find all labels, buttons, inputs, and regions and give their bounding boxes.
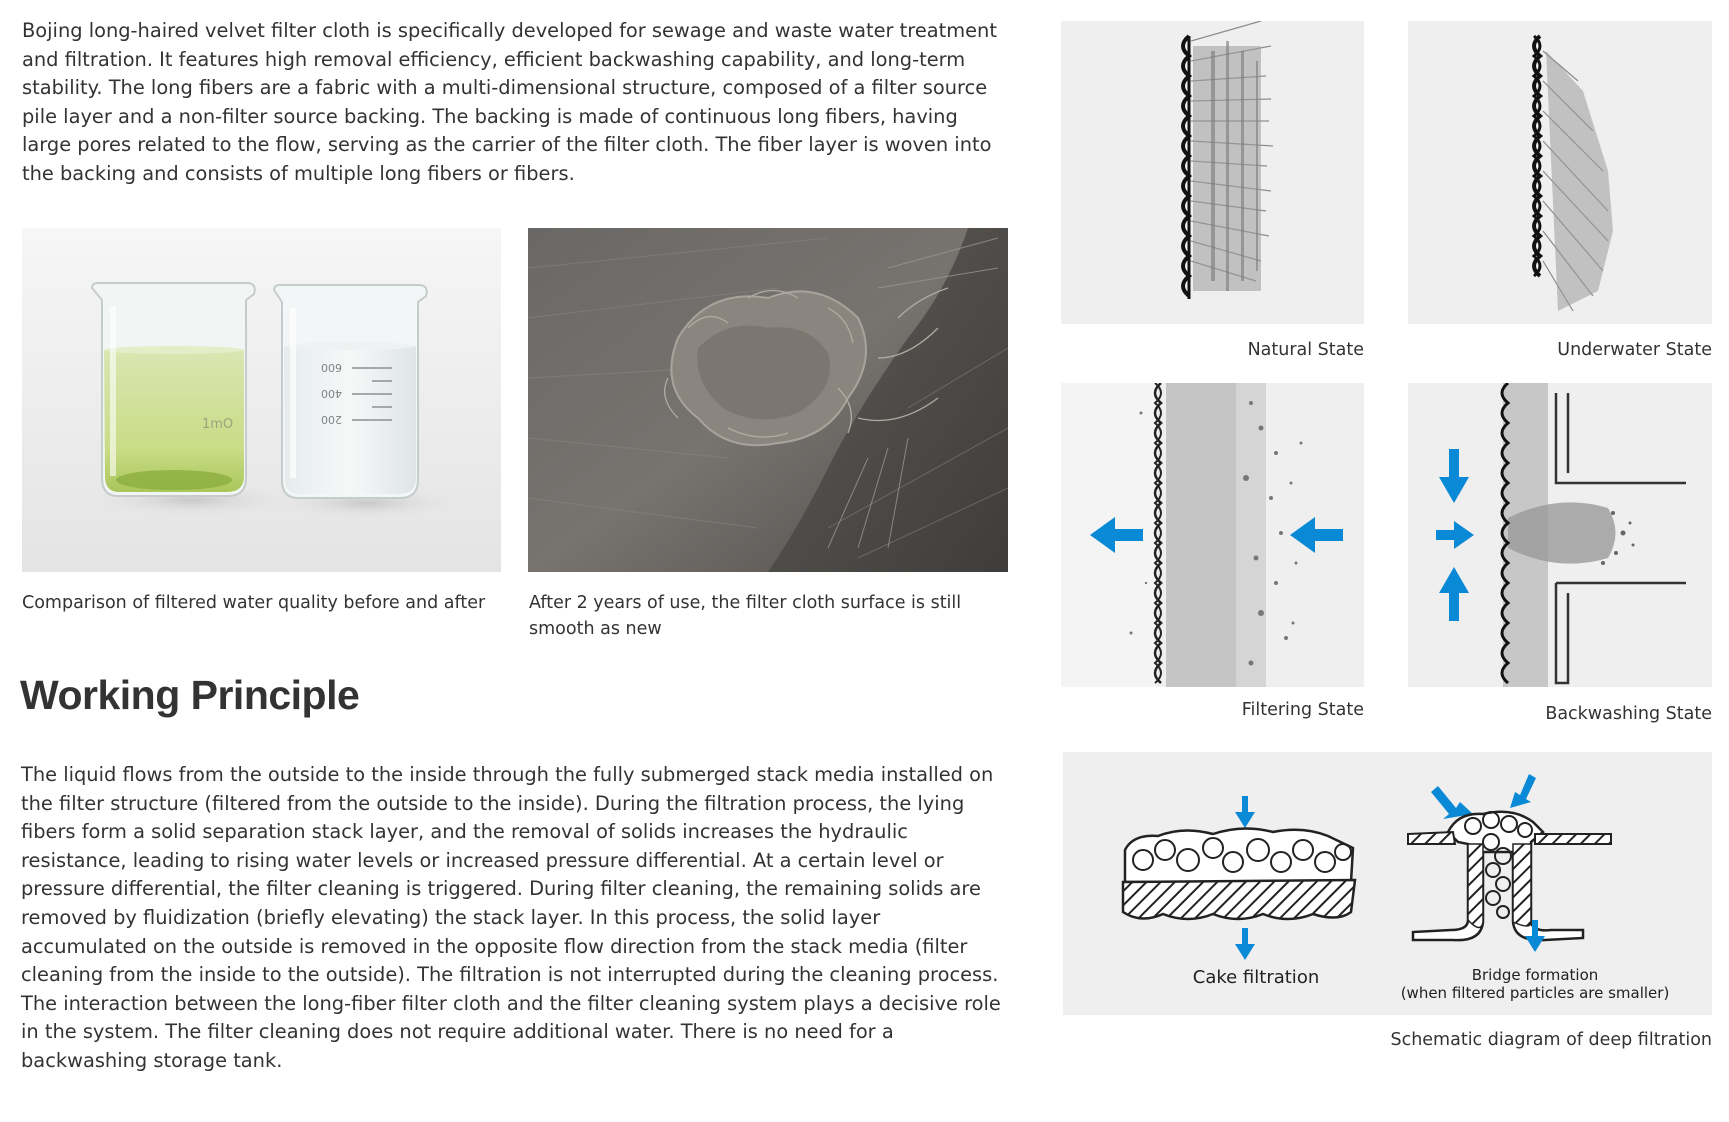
natural-state-label: Natural State — [1247, 340, 1364, 360]
deep-filtration-caption: Schematic diagram of deep filtration — [1390, 1030, 1712, 1050]
working-principle-heading: Working Principle — [20, 672, 360, 718]
backwashing-state-label: Backwashing State — [1545, 704, 1712, 724]
bridge-formation-label: Bridge formation — [1471, 966, 1599, 984]
deep-filtration-diagram — [1063, 752, 1712, 1015]
principle-paragraph: The liquid flows from the outside to the inside through the fully submerged stack media installed on the filter structure (filtered from the outside to the inside). During the filtration process, the lying fibers form a solid separation stack layer, and the removal of solids increases the hydraulic resistance, leading to rising water levels or increased pressure differential. At a certain level or pressure differential, the filter cleaning is triggered. During filter cleaning, the remaining solids are removed by fluidization (briefly elevating) the stack layer. In this process, the solid layer accumulated on the outside is removed in the opposite flow direction from the stack media (filter cleaning from the inside to the outside). The filtration is not interrupted during the cleaning process. The interaction between the long-fiber filter cloth and the filter cleaning system plays a decisive role in the system. The filter cleaning does not require additional water. There is no need for a backwashing storage tank. — [21, 763, 1001, 1072]
water-comparison-caption: Comparison of filtered water quality before and after — [22, 593, 486, 613]
natural-state-diagram — [1061, 21, 1364, 324]
flow-arrow-diagonal-icon — [1510, 774, 1536, 808]
flow-arrow-left-icon — [1290, 517, 1343, 553]
flow-arrow-down-icon — [1235, 796, 1255, 828]
beaker-mark-200: 200 — [321, 413, 342, 426]
filtering-state-label: Filtering State — [1241, 700, 1364, 720]
flow-arrow-up-icon — [1439, 567, 1469, 621]
filtering-state-diagram — [1061, 383, 1364, 687]
flow-arrow-diagonal-icon — [1431, 786, 1473, 819]
used-cloth-photo — [528, 228, 1008, 572]
backwashing-state-diagram — [1408, 383, 1712, 687]
beaker-mark-400: 400 — [321, 387, 342, 400]
underwater-state-diagram — [1408, 21, 1712, 324]
bridge-formation-note: (when filtered particles are smaller) — [1400, 984, 1670, 1002]
cake-filtration-label: Cake filtration — [1192, 967, 1320, 988]
beaker-mark-600: 600 — [321, 361, 342, 374]
flow-arrow-down-icon — [1235, 928, 1255, 960]
flow-arrow-down-icon — [1439, 449, 1469, 503]
intro-paragraph: Bojing long-haired velvet filter cloth is specifically developed for sewage and waste water treatment and filtration. It features high removal efficiency, efficient backwashing capability, and long-term stability. The long fibers are a fabric with a multi-dimensional structure, composed of a filter source pile layer and a non-filter source backing. The backing is made of continuous long fibers, having large pores related to the flow, serving as the carrier of the filter cloth. The fiber layer is woven into the backing and consists of multiple long fibers or fibers. — [22, 19, 997, 185]
water-comparison-photo — [22, 228, 501, 572]
underwater-state-label: Underwater State — [1557, 340, 1712, 360]
flow-arrow-right-icon — [1436, 521, 1474, 549]
beaker-brand-mark: 1mO — [202, 417, 234, 432]
used-cloth-caption: After 2 years of use, the filter cloth surface is still smooth as new — [529, 593, 962, 639]
